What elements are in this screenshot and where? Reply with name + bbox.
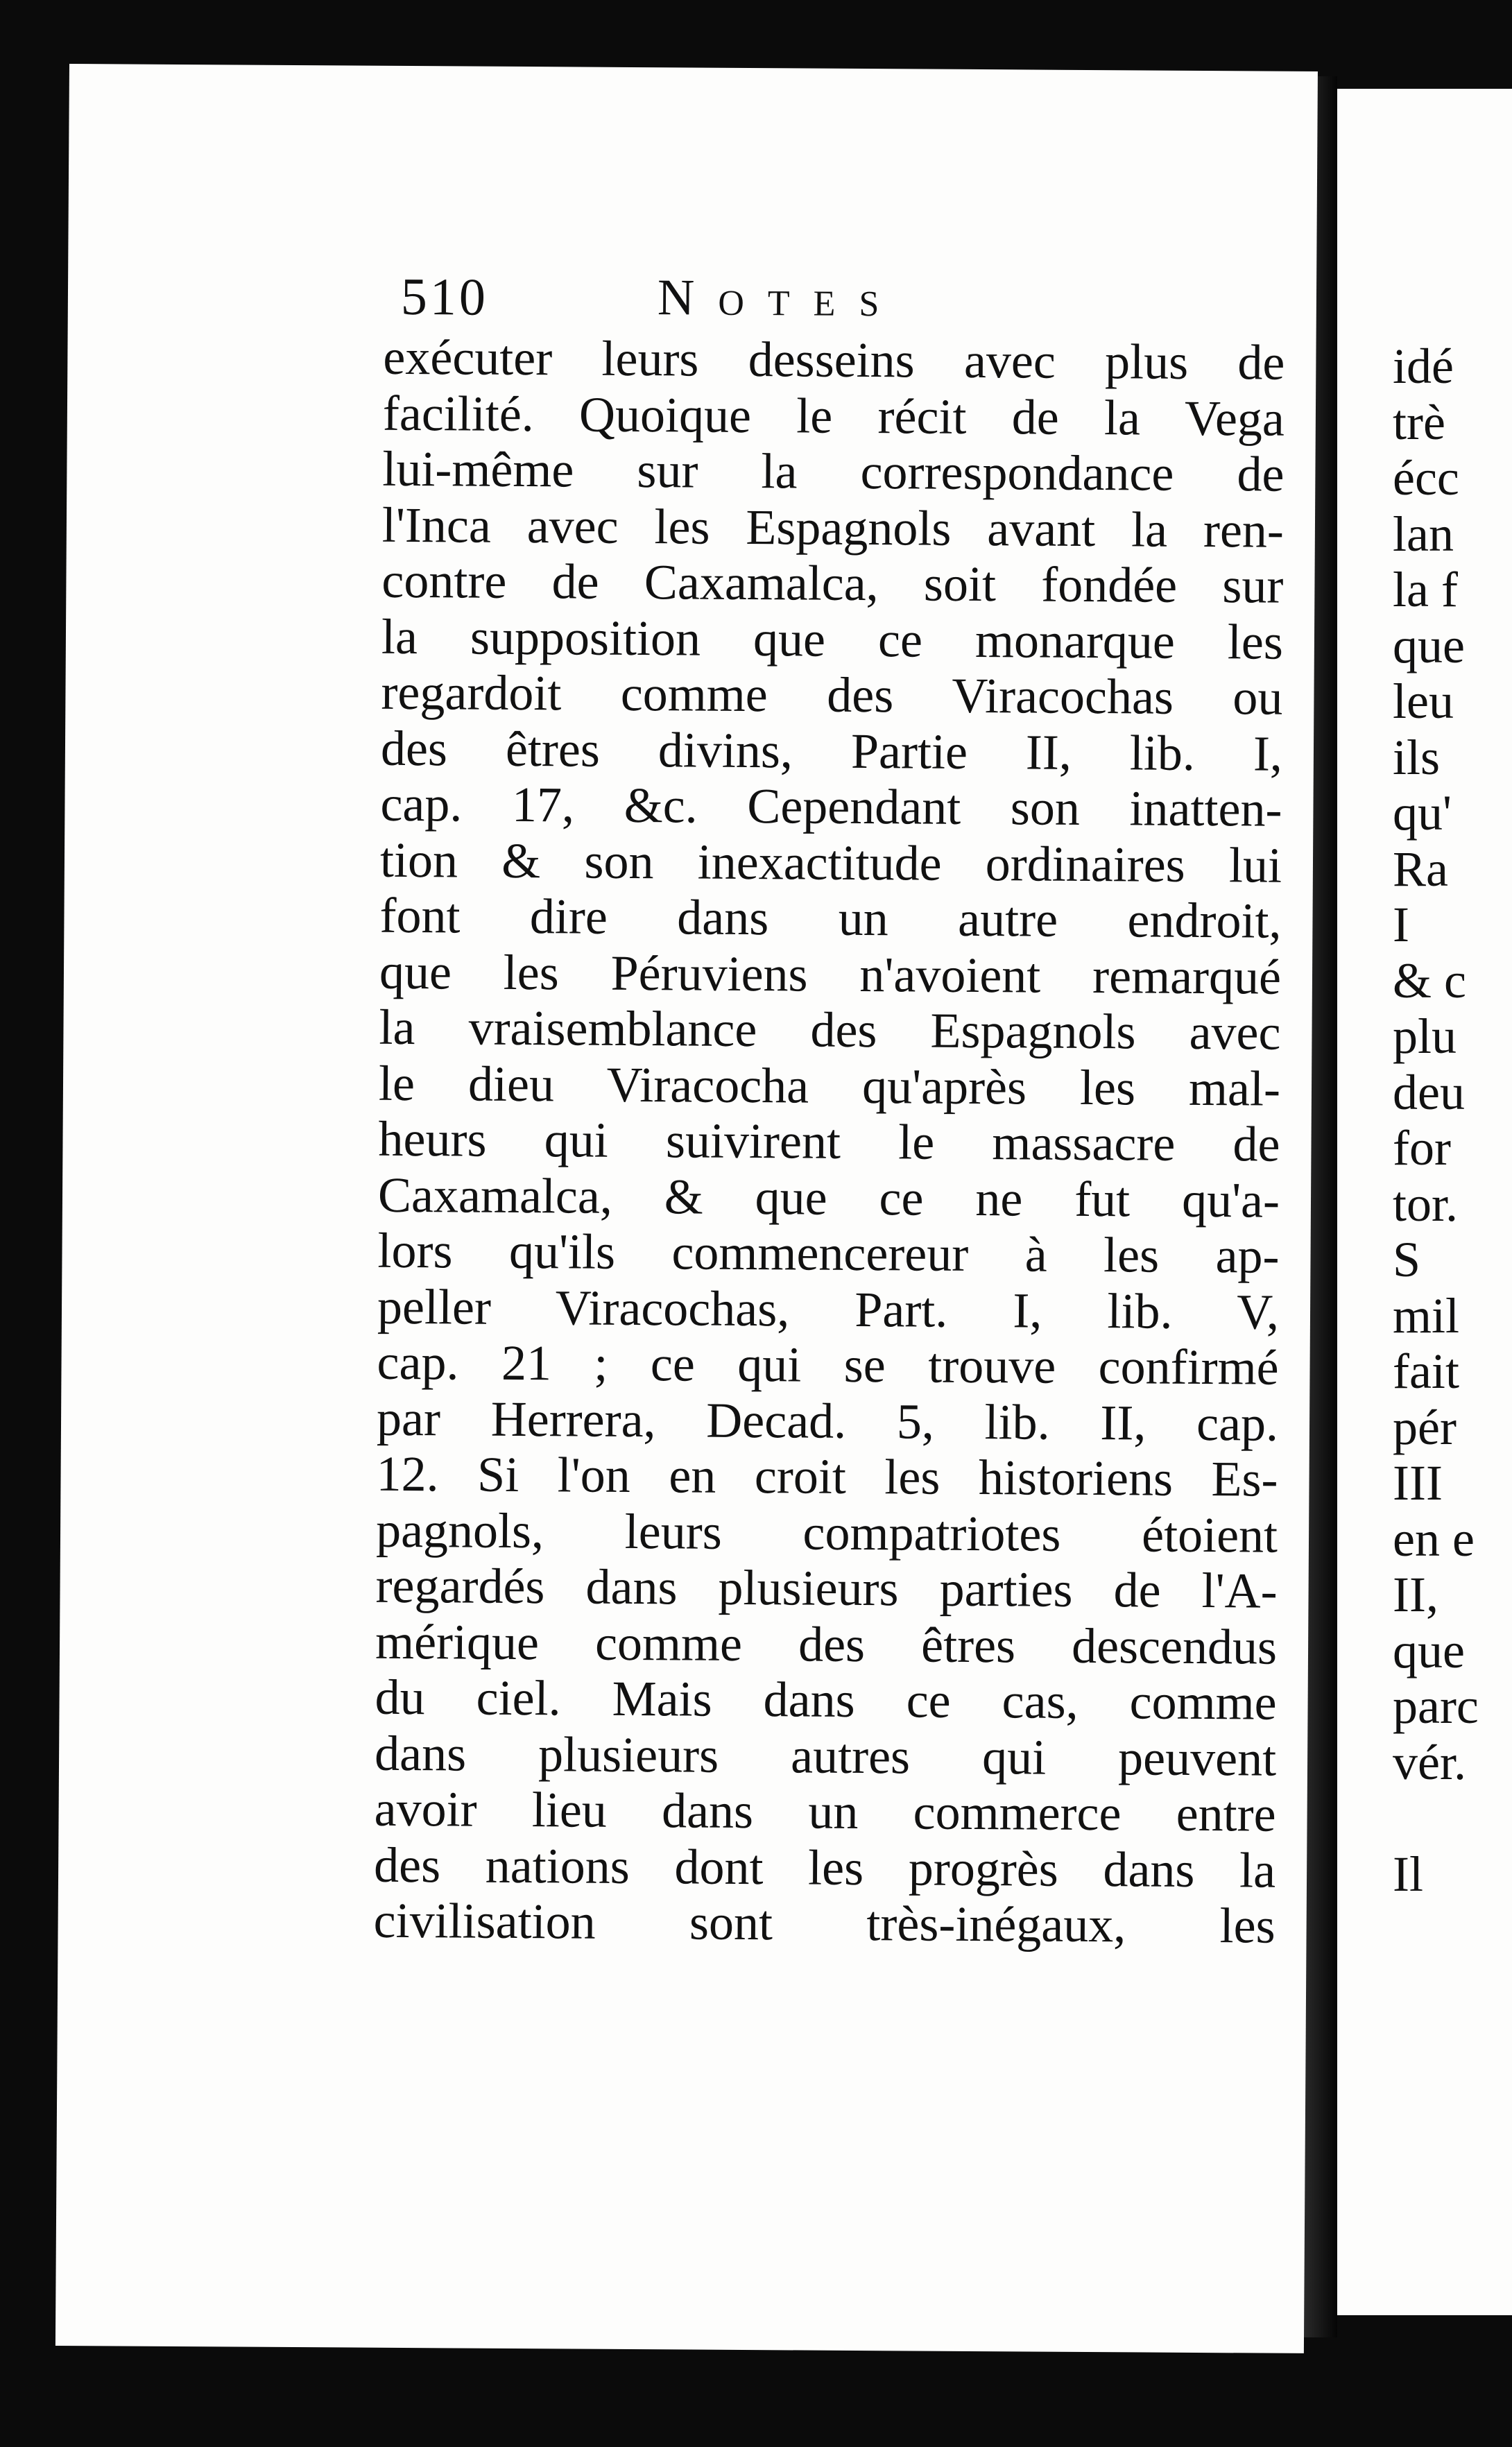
facing-text-line: idé [1393, 338, 1454, 394]
facing-text-line: S [1393, 1232, 1421, 1287]
running-title: Notes [657, 269, 903, 328]
text-line: lui-même sur la correspondance de [382, 440, 1285, 502]
text-line: le dieu Viracocha qu'après les mal- [378, 1055, 1281, 1117]
text-line: dans plusieurs autres qui peuvent [374, 1725, 1277, 1787]
text-line: peller Viracochas, Part. I, lib. V, [377, 1278, 1280, 1340]
text-line: font dire dans un autre endroit, [379, 887, 1282, 949]
facing-text-line: que [1393, 1622, 1465, 1678]
left-page [55, 64, 1318, 2353]
facing-text-line: plu [1393, 1008, 1457, 1064]
facing-text-line: vér. [1393, 1734, 1466, 1790]
text-line: mérique comme des êtres descendus [375, 1613, 1278, 1675]
text-line: du ciel. Mais dans ce cas, comme [375, 1669, 1277, 1731]
text-line: la supposition que ce monarque les [381, 608, 1284, 670]
page-number: 510 [400, 267, 489, 327]
facing-text-line: qu' [1393, 785, 1452, 841]
text-line: 12. Si l'on en croit les historiens Es- [376, 1445, 1278, 1507]
facing-text-line: trè [1393, 394, 1445, 450]
facing-text-line: II, [1393, 1567, 1438, 1622]
facing-text-line: Ra [1393, 841, 1448, 897]
facing-text-line: en e [1393, 1511, 1475, 1567]
text-line: facilité. Quoique le récit de la Vega [382, 385, 1285, 447]
facing-text-line [1393, 1790, 1479, 1846]
facing-page-fragment [1337, 89, 1512, 2315]
text-line: civilisation sont très-inégaux, les [373, 1892, 1275, 1954]
facing-text-line: parc [1393, 1678, 1479, 1734]
facing-text-line: & c [1393, 952, 1466, 1008]
text-line: que les Péruviens n'avoient remarqué [379, 943, 1282, 1005]
text-line: heurs qui suivirent le massacre de [378, 1110, 1280, 1172]
facing-text-line: III [1393, 1455, 1443, 1511]
facing-text-line: lan [1393, 506, 1454, 562]
text-line: contre de Caxamalca, soit fondée sur [381, 552, 1284, 614]
facing-page-text [1393, 338, 1479, 1902]
body-text [373, 329, 1285, 1954]
text-line: Caxamalca, & que ce ne fut qu'a- [377, 1167, 1280, 1228]
facing-text-line: ils [1393, 729, 1441, 785]
text-line: des êtres divins, Partie II, lib. I, [380, 720, 1283, 782]
facing-text-line: écc [1393, 450, 1459, 506]
facing-text-line: deu [1393, 1064, 1465, 1120]
text-line: cap. 21 ; ce qui se trouve confirmé [377, 1334, 1279, 1396]
text-line: l'Inca avec les Espagnols avant la ren- [381, 497, 1285, 558]
text-line: pagnols, leurs compatriotes étoient [375, 1502, 1278, 1563]
facing-text-line: la f [1393, 562, 1458, 617]
facing-text-line: pér [1393, 1399, 1457, 1455]
text-line: par Herrera, Decad. 5, lib. II, cap. [376, 1390, 1279, 1452]
text-line: des nations dont les progrès dans la [373, 1837, 1276, 1898]
text-line: cap. 17, &c. Cependant son inatten- [380, 775, 1282, 837]
text-line: regardés dans plusieurs parties de l'A- [375, 1557, 1278, 1619]
facing-text-line: for [1393, 1120, 1451, 1176]
facing-text-line: que [1393, 617, 1465, 673]
text-line: regardoit comme des Viracochas ou [381, 664, 1283, 725]
facing-text-line: tor. [1393, 1176, 1459, 1232]
text-line: exécuter leurs desseins avec plus de [383, 329, 1285, 390]
facing-text-line: mil [1393, 1287, 1460, 1343]
text-line: avoir lieu dans un commerce entre [374, 1780, 1276, 1842]
facing-text-line: I [1393, 897, 1409, 952]
text-line: lors qu'ils commencereur à les ap- [377, 1222, 1280, 1284]
facing-text-line: leu [1393, 673, 1454, 729]
text-line: la vraisemblance des Espagnols avec [379, 999, 1281, 1061]
facing-text-line: fait [1393, 1343, 1459, 1399]
text-line: tion & son inexactitude ordinaires lui [379, 832, 1282, 893]
facing-text-line: Il [1393, 1846, 1423, 1902]
